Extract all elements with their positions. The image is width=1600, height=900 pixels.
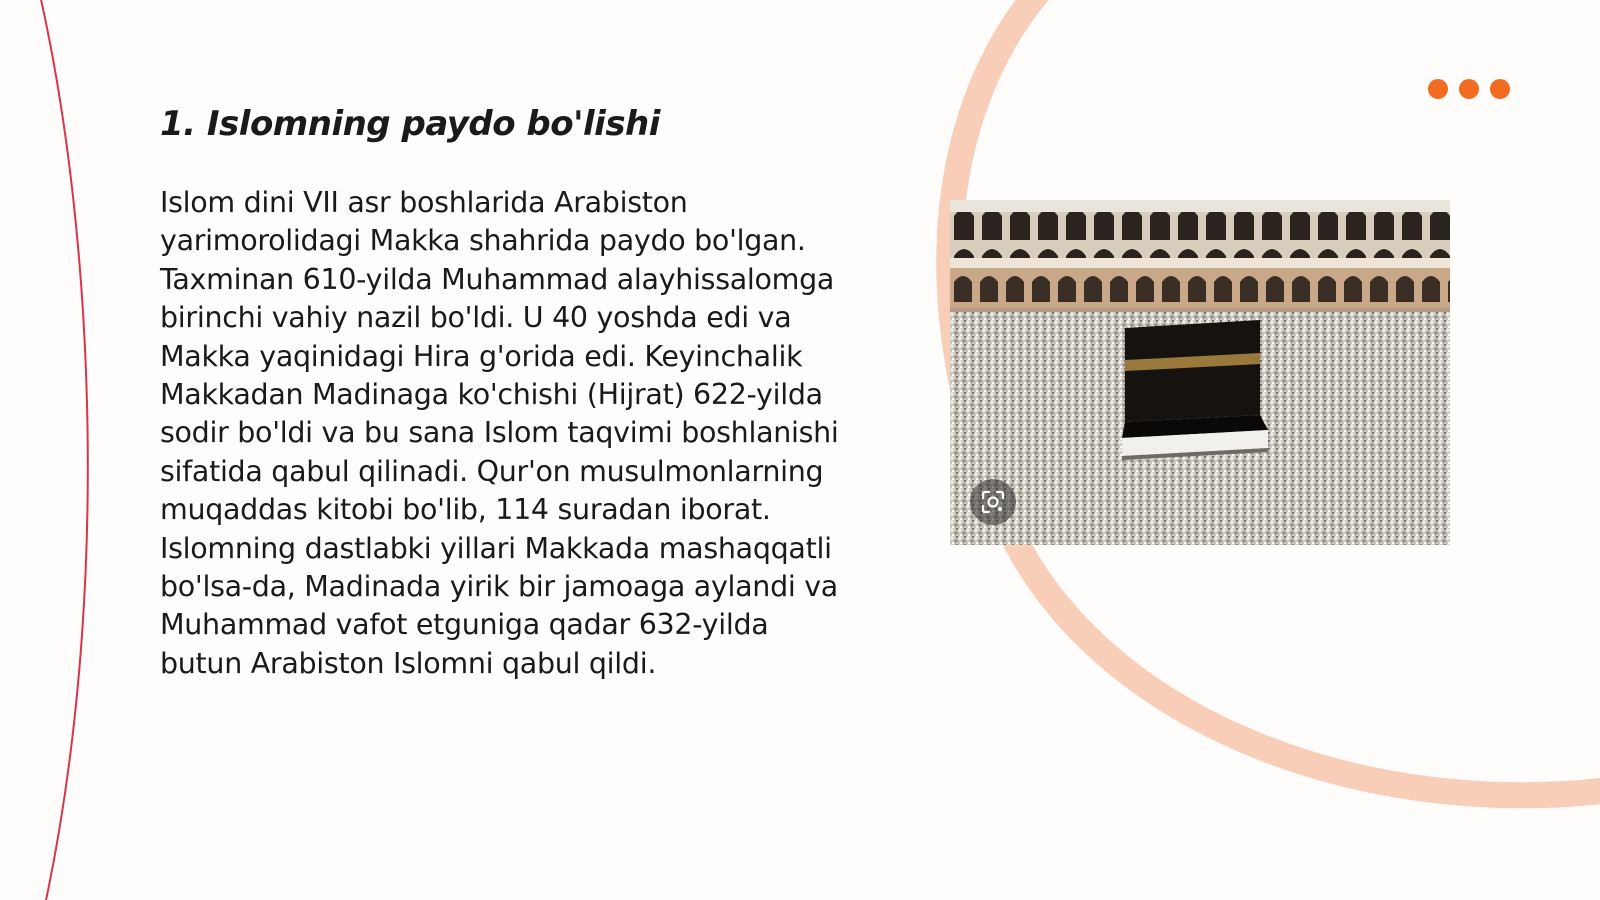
dot — [1428, 79, 1448, 99]
decorative-dots — [1428, 79, 1510, 99]
dot — [1459, 79, 1479, 99]
slide-title: 1. Islomning paydo bo'lishi — [160, 104, 660, 144]
left-curve-line — [40, 0, 88, 900]
lens-icon[interactable] — [970, 479, 1016, 525]
kaaba-illustration — [950, 200, 1450, 545]
dot — [1490, 79, 1510, 99]
lens-icon-glyph — [980, 489, 1006, 515]
slide-body-text: Islom dini VII asr boshlarida Arabiston yarimorolidagi Makka shahrida paydo bo'lgan. Taxminan 610-yilda Muhammad alayhissalomga birinchi vahiy nazil bo'ldi. U 40 yoshda edi va Makka yaqinidagi Hira g'orida edi. Keyinchalik Makkadan Madinaga ko'chishi (Hijrat) 622-yilda sodir bo'ldi va bu sana Islom taqvimi boshlanishi sifatida qabul qilinadi. Qur'on musulmonlarning muqaddas kitobi bo'lib, 114 suradan iborat. Islomning dastlabki yillari Makkada mashaqqatli bo'lsa-da, Madinada yirik bir jamoaga aylandi va Muhammad vafot etguniga qadar 632-yilda butun Arabiston Islomni qabul qildi. — [160, 186, 839, 680]
kaaba-photo — [950, 200, 1450, 545]
